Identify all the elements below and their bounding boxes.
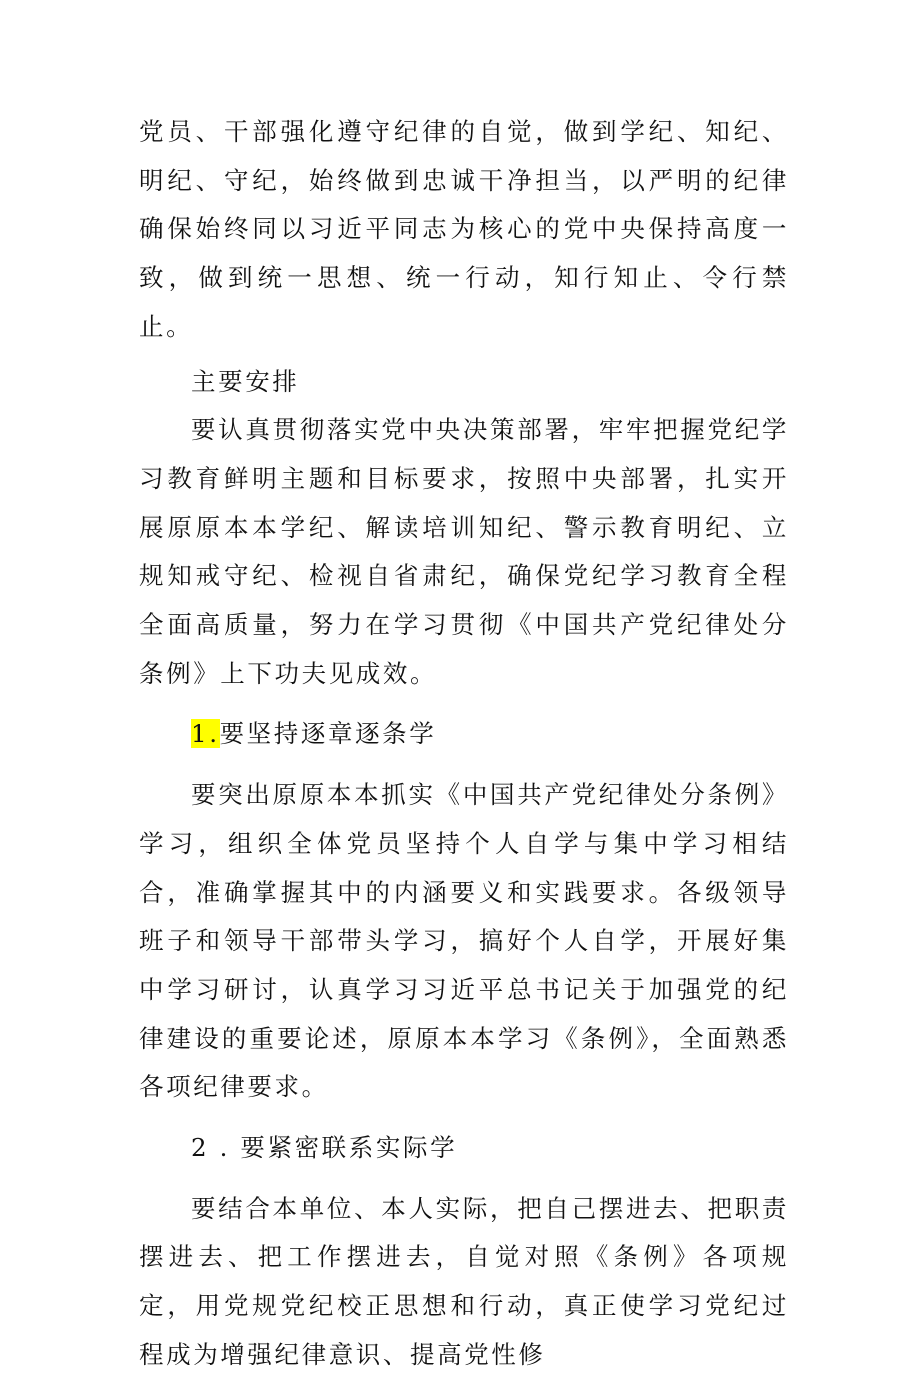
item1-heading — [139, 710, 789, 759]
section-paragraph: 要认真贯彻落实党中央决策部署，牢牢把握党纪学习教育鲜明主题和目标要求，按照中央部署，扎实开展原原本本学纪、解读培训知纪、警示教育明纪、立规知戒守纪、检视自省肃纪，确保党纪学习教育全程全面高质量，努力在学习贯彻《中国共产党纪律处分条例》上下功夫见成效。 — [139, 415, 789, 688]
intro-paragraph: 党员、干部强化遵守纪律的自觉，做到学纪、知纪、明纪、守纪，始终做到忠诚干净担当，以严明的纪律确保始终同以习近平同志为核心的党中央保持高度一致，做到统一思想、统一行动，知行知止、令行禁止。 — [139, 117, 789, 341]
item1-title: 要坚持逐章逐条学 — [219, 719, 437, 749]
item2-title: . 要紧密联系实际学 — [209, 1133, 458, 1163]
item2-heading — [139, 1124, 789, 1173]
item1-paragraph: 要突出原原本本抓实《中国共产党纪律处分条例》学习，组织全体党员坚持个人自学与集中学习相结合，准确掌握其中的内涵要义和实践要求。各级领导班子和领导干部带头学习，搞好个人自学，开展好集中学习研讨，认真学习习近平总书记关于加强党的纪律建设的重要论述，原原本本学习《条例》，全面熟悉各项纪律要求。 — [139, 780, 789, 1102]
item2-number: 2 — [191, 1133, 210, 1163]
document-body — [139, 108, 789, 1380]
item2-paragraph: 要结合本单位、本人实际，把自己摆进去、把职责摆进去、把工作摆进去，自觉对照《条例》各项规定，用党规党纪校正思想和行动，真正使学习党纪过程成为增强纪律意识、提高党性修 — [139, 1193, 789, 1369]
item1-number: 1. — [191, 719, 220, 749]
section-title: 主要安排 — [191, 366, 300, 396]
